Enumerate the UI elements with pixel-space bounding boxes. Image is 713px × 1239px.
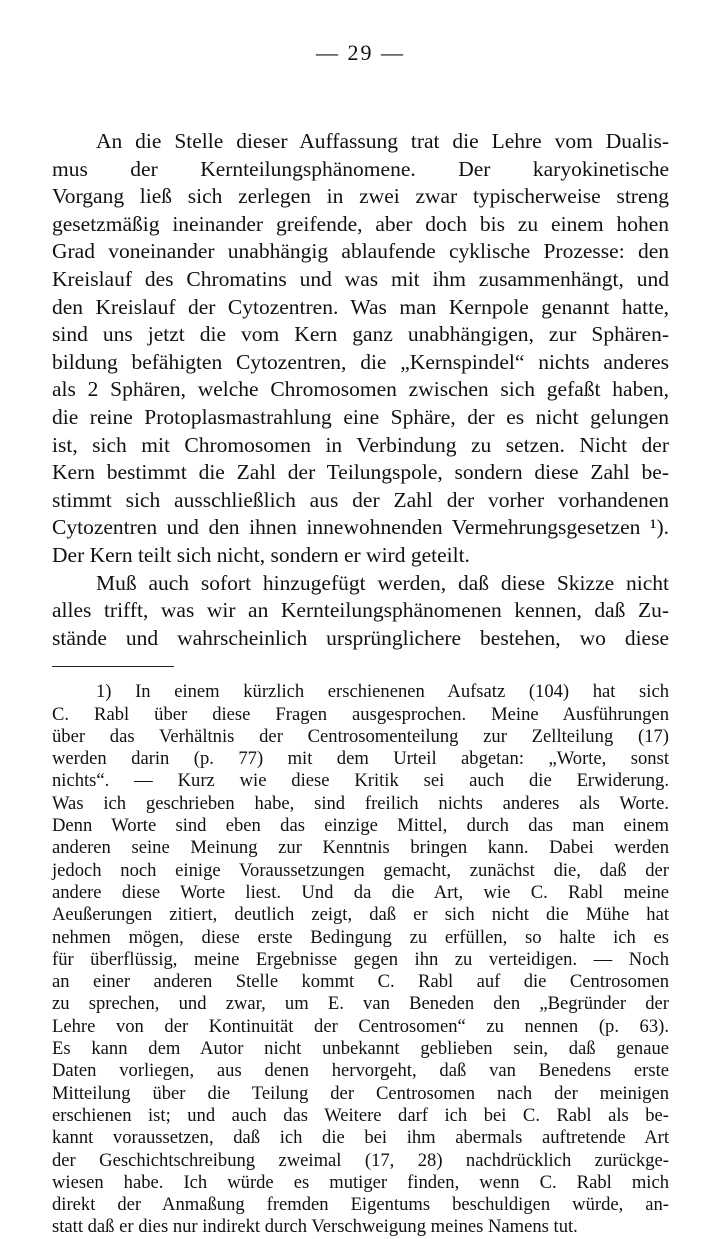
footnote-line: Aeußerungen zitiert, deutlich zeigt, daß er sich nicht die Mühe hat bbox=[52, 904, 669, 926]
paragraph-1-line: als 2 Sphären, welche Chromosomen zwischen sich gefaßt haben, bbox=[52, 377, 669, 402]
paragraph-1-line: Grad voneinander unabhängig ablaufende cyklische Prozesse: den bbox=[52, 239, 669, 264]
paragraph-1-line: An die Stelle dieser Auffassung trat die Lehre vom Dualis- bbox=[96, 129, 669, 153]
paragraph-1-line: die reine Protoplasmastrahlung eine Sphäre, der es nicht gelungen bbox=[52, 404, 669, 429]
footnote-line: Daten vorliegen, aus denen hervorgeht, daß van Benedens erste bbox=[52, 1060, 669, 1082]
paragraph-2-line: stände und wahrscheinlich ursprünglichere bestehen, wo diese bbox=[52, 625, 669, 650]
paragraph-2-line: alles trifft, was wir an Kernteilungsphänomenen kennen, daß Zu- bbox=[52, 598, 669, 623]
footnote-line: andere diese Worte liest. Und da die Art, wie C. Rabl meine bbox=[52, 881, 669, 903]
footnote-line: an einer anderen Stelle kommt C. Rabl auf die Centrosomen bbox=[52, 971, 669, 993]
footnote-line: kannt voraussetzen, daß ich die bei ihm abermals auftretende Art bbox=[52, 1127, 669, 1149]
paragraph-2 bbox=[52, 570, 669, 653]
footnote-line: über das Verhältnis der Centrosomenteilung zur Zellteilung (17) bbox=[52, 725, 669, 747]
footnote-line: nichts“. — Kurz wie diese Kritik sei auch die Erwiderung. bbox=[52, 770, 669, 792]
main-text bbox=[52, 128, 669, 652]
paragraph-1-line: den Kreislauf der Cytozentren. Was man Kernpole genannt hatte, bbox=[52, 294, 669, 319]
footnote-line: jedoch noch einige Voraussetzungen gemacht, zunächst die, daß der bbox=[52, 859, 669, 881]
footnote-line: statt daß er dies nur indirekt durch Verschweigung meines Namens tut. bbox=[52, 1216, 578, 1238]
paragraph-1-line: bildung befähigten Cytozentren, die „Kernspindel“ nichts anderes bbox=[52, 349, 669, 374]
footnote-line: der Geschichtschreibung zweimal (17, 28) nachdrücklich zurückge- bbox=[52, 1149, 669, 1171]
footnote-line: Mitteilung über die Teilung der Centrosomen nach der meinigen bbox=[52, 1082, 669, 1104]
paragraph-1-line: Kern bestimmt die Zahl der Teilungspole, sondern diese Zahl be- bbox=[52, 460, 669, 485]
paragraph-2-line: Muß auch sofort hinzugefügt werden, daß diese Skizze nicht bbox=[96, 570, 669, 595]
footnote-line: erschienen ist; und auch das Weitere darf ich bei C. Rabl als be- bbox=[52, 1104, 669, 1126]
paragraph-1-line: stimmt sich ausschließlich aus der Zahl der vorher vorhandenen bbox=[52, 487, 669, 512]
paragraph-1-line: Der Kern teilt sich nicht, sondern er wird geteilt. bbox=[52, 542, 470, 567]
footnote-line: wiesen habe. Ich würde es mutiger finden, wenn C. Rabl mich bbox=[52, 1171, 669, 1193]
footnote-text bbox=[52, 681, 669, 1238]
paragraph-1-line: Cytozentren und den ihnen innewohnenden Vermehrungsgesetzen ¹). bbox=[52, 515, 669, 540]
paragraph-1 bbox=[52, 128, 669, 570]
footnote-line: werden darin (p. 77) mit dem Urteil abgetan: „Worte, sonst bbox=[52, 748, 669, 770]
footnote-line: nehmen mögen, diese erste Bedingung zu erfüllen, so halte ich es bbox=[52, 926, 669, 948]
footnote-separator bbox=[52, 666, 174, 667]
paragraph-1-line: ist, sich mit Chromosomen in Verbindung zu setzen. Nicht der bbox=[52, 432, 669, 457]
paragraph-1-line: gesetzmäßig ineinander greifende, aber doch bis zu einem hohen bbox=[52, 211, 669, 236]
footnote-line: anderen seine Meinung zur Kenntnis bringen kann. Dabei werden bbox=[52, 837, 669, 859]
footnote-line: C. Rabl über diese Fragen ausgesprochen. Meine Ausführungen bbox=[52, 703, 669, 725]
footnote-line: für überflüssig, meine Ergebnisse gegen ihn zu verteidigen. — Noch bbox=[52, 948, 669, 970]
footnote-line: 1) In einem kürzlich erschienenen Aufsatz (104) hat sich bbox=[96, 681, 669, 703]
paragraph-1-line: sind uns jetzt die vom Kern ganz unabhängigen, zur Sphären- bbox=[52, 322, 669, 347]
footnote-line: Was ich geschrieben habe, sind freilich nichts anderes als Worte. bbox=[52, 792, 669, 814]
paragraph-1-line: Vorgang ließ sich zerlegen in zwei zwar typischerweise streng bbox=[52, 184, 669, 209]
paragraph-1-line: Kreislauf des Chromatins und was mit ihm zusammenhängt, und bbox=[52, 266, 669, 291]
paragraph-1-line: mus der Kernteilungsphänomene. Der karyokinetische bbox=[52, 156, 669, 181]
footnote-line: zu sprechen, und zwar, um E. van Beneden den „Begründer der bbox=[52, 993, 669, 1015]
footnote-line: Lehre von der Kontinuität der Centrosomen“ zu nennen (p. 63). bbox=[52, 1015, 669, 1037]
footnote-line: Es kann dem Autor nicht unbekannt geblieben sein, daß genaue bbox=[52, 1038, 669, 1060]
footnote bbox=[52, 681, 669, 1238]
page-number: — 29 — bbox=[316, 40, 405, 65]
footnote-line: Denn Worte sind eben das einzige Mittel, durch das man einem bbox=[52, 815, 669, 837]
footnote-line: direkt der Anmaßung fremden Eigentums beschuldigen würde, an- bbox=[52, 1194, 669, 1216]
